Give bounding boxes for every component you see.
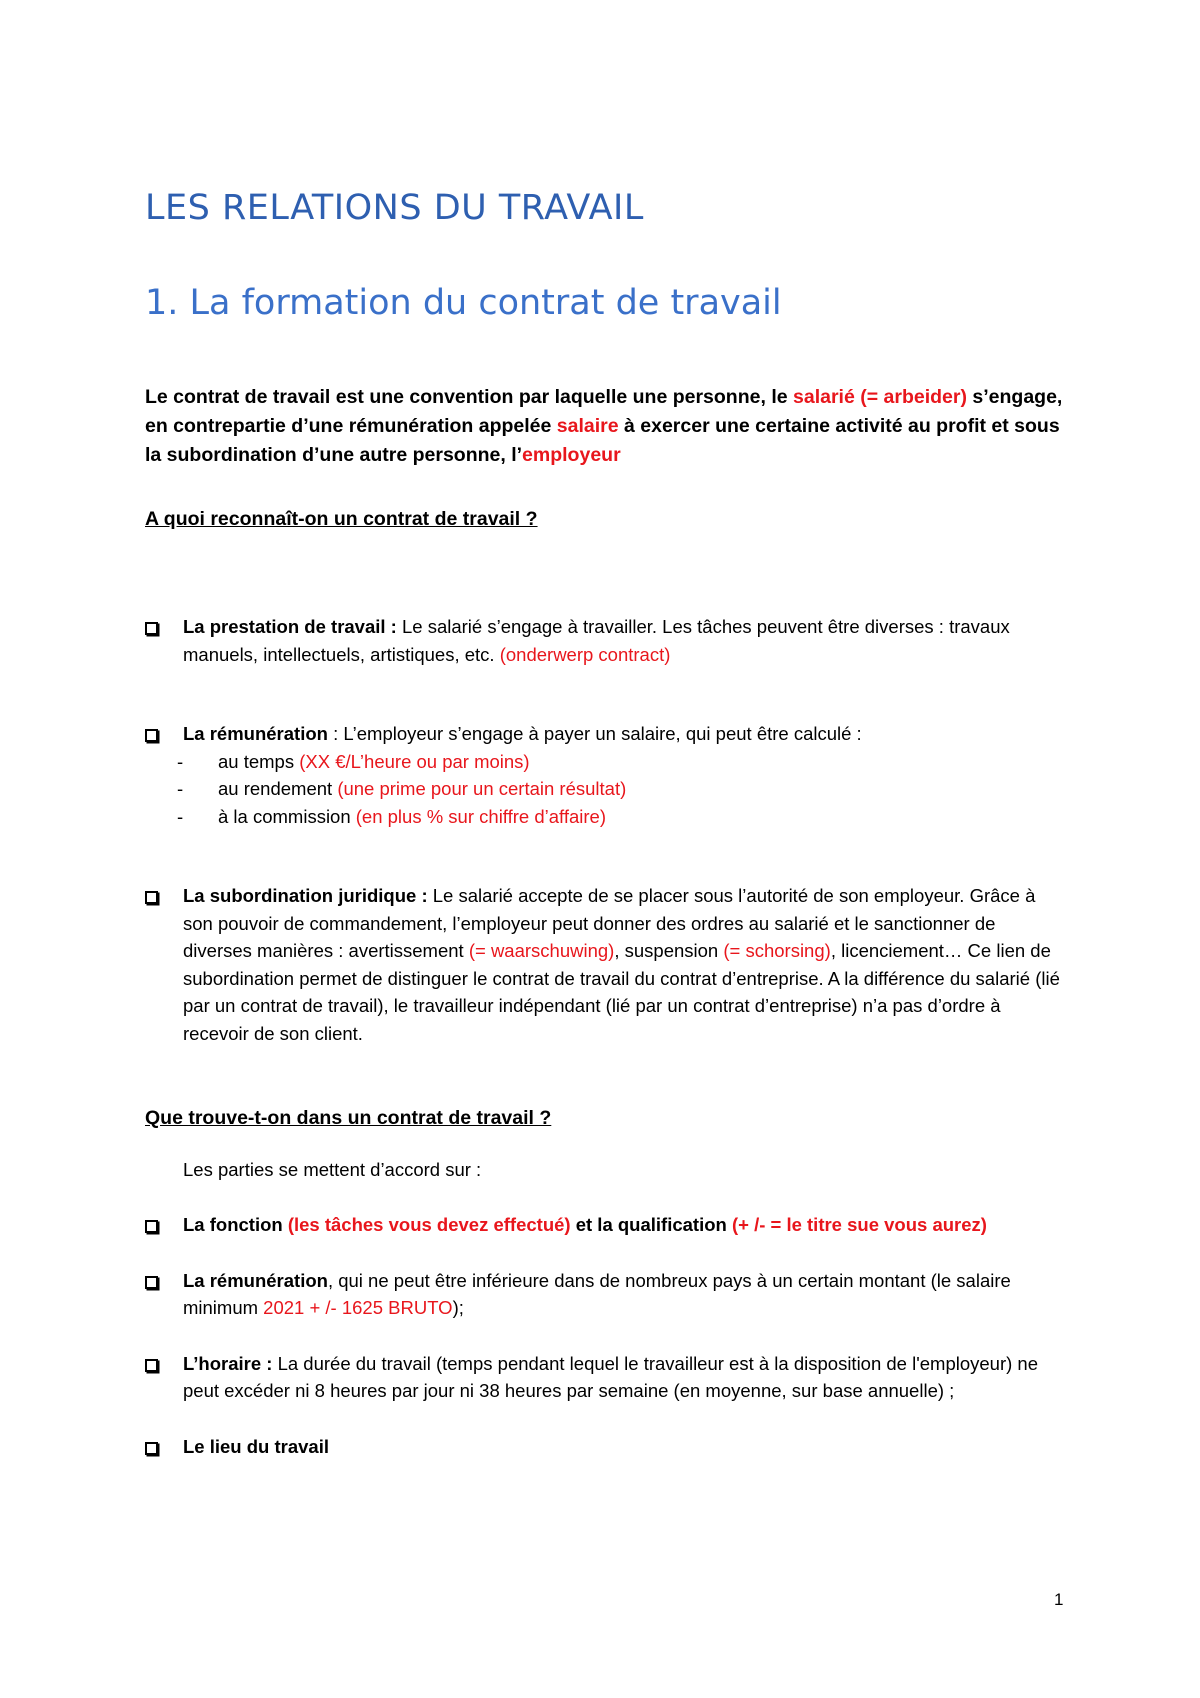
- intro-highlight: salarié (= arbeider): [793, 386, 967, 408]
- intro-paragraph: [145, 383, 1065, 470]
- salary-methods-list: [145, 748, 1065, 831]
- criteria-list: [145, 613, 1065, 748]
- list-item: [145, 1267, 1065, 1322]
- subsection-title: A quoi reconnaît-on un contrat de travail ?: [145, 508, 538, 530]
- item-highlight: (= waarschuwing): [468, 940, 615, 961]
- item-text: , qui ne peut être inférieure dans de nombreux pays à un certain montant (le salaire minimum: [183, 1269, 1011, 1318]
- item-text: La durée du travail (temps pendant lequel le travailleur est à la disposition de l'employeur) ne peut excéder ni 8 heures par jour ni 38 heures par semaine (en moyenne, sur base annuelle) ;: [183, 1352, 1039, 1401]
- item-highlight: 2021 + /- 1625 BRUTO: [263, 1297, 453, 1318]
- item-highlight: (onderwerp contract): [499, 643, 671, 665]
- intro-highlight: salaire: [556, 415, 619, 437]
- subsection-title: Que trouve-t-on dans un contrat de travail ?: [145, 1107, 552, 1129]
- intro-highlight: employeur: [522, 444, 621, 466]
- item-text: Le salarié accepte de se placer sous l’autorité de son employeur. Grâce à son pouvoir de commandement, l’employeur peut donner des ordres au salarié et le sanctionner de diverses manières : avertissement: [183, 885, 1036, 961]
- list-item: [145, 748, 1065, 776]
- list-item: [145, 1350, 1065, 1405]
- item-text: );: [452, 1297, 464, 1318]
- checkbox-bullet-icon: [145, 729, 158, 742]
- checkbox-bullet-icon: [145, 1276, 158, 1289]
- intro-text: Le contrat de travail est une convention par laquelle une personne, le: [145, 386, 793, 408]
- item-highlight: (une prime pour un certain résultat): [337, 778, 627, 799]
- list-item: [145, 1433, 1065, 1461]
- item-highlight: (en plus % sur chiffre d’affaire): [355, 805, 606, 827]
- item-label: L’horaire :: [183, 1352, 273, 1374]
- page-number: 1: [1054, 1590, 1064, 1609]
- checkbox-bullet-icon: [145, 622, 158, 635]
- section-heading: 1. La formation du contrat de travail: [145, 283, 782, 323]
- checkbox-bullet-icon: [145, 1220, 158, 1233]
- checkbox-bullet-icon: [145, 1359, 158, 1372]
- document-title: LES RELATIONS DU TRAVAIL: [145, 188, 644, 228]
- intro-text: s’engage, en contrepartie d’une rémunération appelée: [145, 386, 1063, 437]
- item-label: Le lieu du travail: [183, 1435, 329, 1457]
- lead-text: Les parties se mettent d’accord sur :: [183, 1159, 482, 1180]
- item-label: La subordination juridique :: [183, 885, 428, 906]
- item-highlight: (= schorsing): [723, 940, 831, 961]
- item-label: La rémunération: [183, 1269, 328, 1291]
- page-content: [145, 188, 1065, 1460]
- item-label: La fonction: [183, 1214, 283, 1235]
- item-text: , licenciement… Ce lien de subordination permet de distinguer le contrat de travail du contrat d’entreprise. A la différence du salarié (lié par un contrat de travail), le travailleur indépendant (lié par un contrat d’entreprise) n’a pas d’ordre à recevoir de son client.: [183, 940, 1060, 1044]
- list-item: [145, 613, 1065, 668]
- list-item: [145, 1211, 1065, 1239]
- list-item: [145, 720, 1065, 748]
- list-item: [145, 775, 1065, 803]
- list-item: [145, 803, 1065, 831]
- item-text: et la qualification: [570, 1214, 732, 1235]
- criteria-list-continued: [145, 882, 1065, 1047]
- intro-text: à exercer une certaine activité au profit et sous la subordination d’une autre personne, l’: [145, 415, 1060, 466]
- item-label: La rémunération: [183, 723, 328, 744]
- item-highlight: (+ /- = le titre sue vous aurez): [731, 1214, 987, 1235]
- item-highlight: (XX €/L’heure ou par moins): [299, 750, 530, 772]
- checkbox-bullet-icon: [145, 891, 158, 904]
- contract-contents-list: [145, 1211, 1065, 1460]
- item-text: au rendement: [218, 778, 338, 799]
- item-text: à la commission: [218, 805, 356, 827]
- list-item: [145, 882, 1065, 1047]
- item-text: , suspension: [614, 940, 724, 961]
- checkbox-bullet-icon: [145, 1442, 158, 1455]
- item-text: Le salarié s’engage à travailler. Les tâches peuvent être diverses : travaux manuels, intellectuels, artistiques, etc.: [183, 616, 1010, 665]
- item-highlight: (les tâches vous devez effectué): [282, 1214, 571, 1235]
- item-text: : L’employeur s’engage à payer un salaire, qui peut être calculé :: [327, 723, 862, 744]
- item-text: au temps: [218, 750, 300, 772]
- item-label: La prestation de travail :: [183, 616, 397, 637]
